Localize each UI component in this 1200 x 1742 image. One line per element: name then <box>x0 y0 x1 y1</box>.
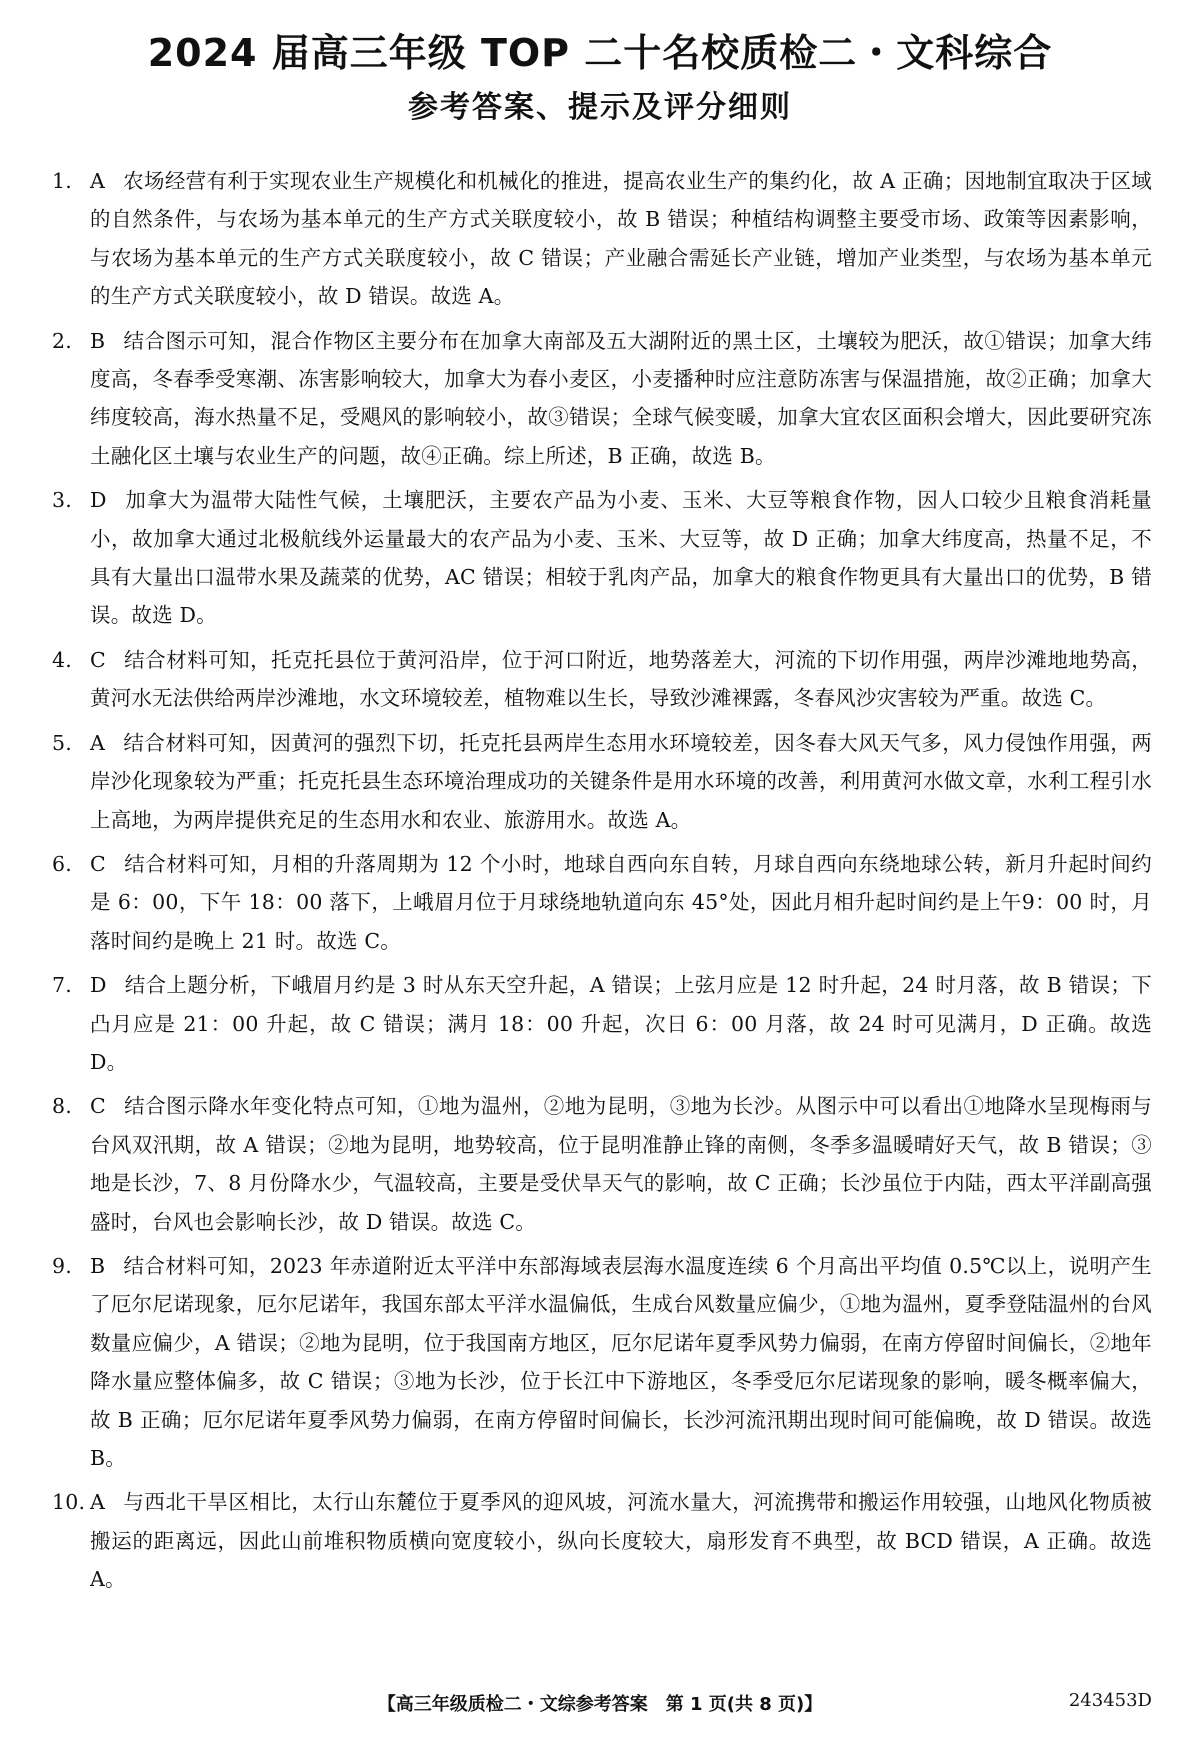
page-footer <box>0 1690 1200 1720</box>
answer-item-7 <box>52 966 1152 1081</box>
answer-number: 4. <box>52 647 72 672</box>
answer-number: 1. <box>52 169 72 193</box>
answer-number: 2. <box>52 328 72 353</box>
answer-number: 3. <box>52 488 72 513</box>
answer-explanation: 与西北干旱区相比，太行山东麓位于夏季风的迎风坡，河流水量大，河流携带和搬运作用较强，山地风化物质被搬运的距离远，因此山前堆积物质横向宽度较小，纵向长度较大，扇形发育不典型，故 BCD 错误，A 正确。故选 A。 <box>90 1490 1152 1592</box>
answer-explanation: 结合材料可知，月相的升落周期为 12 个小时，地球自西向东自转，月球自西向东绕地球公转，新月升起时间约是 6：00，下午 18：00 落下，上峨眉月位于月球绕地轨道向东 45°处，因此月相升起时间约是上午9：00 时，月落时间约是晚上 21 时。故选 C。 <box>90 851 1152 953</box>
answer-choice: B <box>90 1253 106 1278</box>
answers-list <box>52 162 1152 1605</box>
answer-item-9 <box>52 1247 1152 1477</box>
footer-doc-code: 243453D <box>1068 1690 1152 1711</box>
answer-explanation: 结合材料可知，2023 年赤道附近太平洋中东部海域表层海水温度连续 6 个月高出平均值 0.5℃以上，说明产生了厄尔尼诺现象，厄尔尼诺年，我国东部太平洋水温偏低，生成台风数量应偏少，①地为温州，夏季登陆温州的台风数量应偏少，A 错误；②地为昆明，位于我国南方地区，厄尔尼诺年夏季风势力偏弱，在南方停留时间偏长，②地年降水量应整体偏多，故 C 错误；③地为长沙，位于长江中下游地区，冬季受厄尔尼诺现象的影响，暖冬概率偏大，故 B 正确；厄尔尼诺年夏季风势力偏弱，在南方停留时间偏长，长沙河流汛期出现时间可能偏晚，故 D 错误。故选 B。 <box>90 1253 1152 1470</box>
answer-explanation: 结合图示降水年变化特点可知，①地为温州，②地为昆明，③地为长沙。从图示中可以看出①地降水呈现梅雨与台风双汛期，故 A 错误；②地为昆明，地势较高，位于昆明准静止锋的南侧，冬季多温暖晴好天气，故 B 错误；③地是长沙，7、8 月份降水少，气温较高，主要是受伏旱天气的影响，故 C 正确；长沙虽位于内陆，西太平洋副高强盛时，台风也会影响长沙，故 D 错误。故选 C。 <box>90 1094 1152 1234</box>
answer-choice: A <box>90 730 106 755</box>
answer-item-6 <box>52 845 1152 960</box>
answer-item-1 <box>52 162 1152 316</box>
answer-number: 7. <box>52 973 72 998</box>
answer-explanation: 农场经营有利于实现农业生产规模化和机械化的推进，提高农业生产的集约化，故 A 正确；因地制宜取决于区域的自然条件，与农场为基本单元的生产方式关联度较小，故 B 错误；种植结构调整主要受市场、政策等因素影响，与农场为基本单元的生产方式关联度较小，故 C 错误；产业融合需延长产业链，增加产业类型，与农场为基本单元的生产方式关联度较小，故 D 错误。故选 A。 <box>90 169 1152 309</box>
answer-number: 5. <box>52 730 72 755</box>
answer-item-2 <box>52 322 1152 476</box>
answer-number: 10. <box>52 1490 86 1515</box>
answer-choice: D <box>90 973 107 998</box>
answer-choice: C <box>90 647 106 672</box>
answer-number: 8. <box>52 1094 72 1119</box>
answer-explanation: 结合图示可知，混合作物区主要分布在加拿大南部及五大湖附近的黑土区，土壤较为肥沃，故①错误；加拿大纬度高，冬春季受寒潮、冻害影响较大，加拿大为春小麦区，小麦播种时应注意防冻害与保温措施，故②正确；加拿大纬度较高，海水热量不足，受飓风的影响较小，故③错误；全球气候变暖，加拿大宜农区面积会增大，因此要研究冻土融化区土壤与农业生产的问题，故④正确。综上所述，B 正确，故选 B。 <box>90 328 1152 468</box>
footer-page-info: 【高三年级质检二・文综参考答案 第 1 页(共 8 页)】 <box>377 1694 823 1715</box>
answer-explanation: 加拿大为温带大陆性气候，土壤肥沃，主要农产品为小麦、玉米、大豆等粮食作物，因人口较少且粮食消耗量小，故加拿大通过北极航线外运量最大的农产品为小麦、玉米、大豆等，故 D 正确；加拿大纬度高，热量不足，不具有大量出口温带水果及蔬菜的优势，AC 错误；相较于乳肉产品，加拿大的粮食作物更具有大量出口的优势，B 错误。故选 D。 <box>90 488 1152 628</box>
answer-number: 9. <box>52 1253 72 1278</box>
answer-choice: B <box>90 328 106 353</box>
page-title: 2024 届高三年级 TOP 二十名校质检二・文科综合 <box>147 31 1053 75</box>
answer-explanation: 结合材料可知，托克托县位于黄河沿岸，位于河口附近，地势落差大，河流的下切作用强，两岸沙滩地地势高，黄河水无法供给两岸沙滩地，水文环境较差，植物难以生长，导致沙滩裸露，冬春风沙灾害较为严重。故选 C。 <box>90 647 1152 711</box>
answer-choice: C <box>90 851 106 876</box>
answer-item-3 <box>52 481 1152 635</box>
answer-item-5 <box>52 724 1152 839</box>
answer-choice: C <box>90 1094 106 1119</box>
answer-number: 6. <box>52 851 72 876</box>
answer-explanation: 结合材料可知，因黄河的强烈下切，托克托县两岸生态用水环境较差，因冬春大风天气多，风力侵蚀作用强，两岸沙化现象较为严重；托克托县生态环境治理成功的关键条件是用水环境的改善，利用黄河水做文章，水利工程引水上高地，为两岸提供充足的生态用水和农业、旅游用水。故选 A。 <box>90 730 1152 832</box>
answer-item-4 <box>52 641 1152 718</box>
page-subtitle: 参考答案、提示及评分细则 <box>408 90 792 125</box>
answer-choice: A <box>90 169 106 193</box>
answer-item-8 <box>52 1087 1152 1241</box>
answer-choice: A <box>90 1490 106 1515</box>
answer-explanation: 结合上题分析，下峨眉月约是 3 时从东天空升起，A 错误；上弦月应是 12 时升起，24 时月落，故 B 错误；下凸月应是 21：00 升起，故 C 错误；满月 18：00 升起，次日 6：00 月落，故 24 时可见满月，D 正确。故选 D。 <box>90 973 1152 1074</box>
answer-choice: D <box>90 488 107 513</box>
answer-item-10 <box>52 1483 1152 1598</box>
